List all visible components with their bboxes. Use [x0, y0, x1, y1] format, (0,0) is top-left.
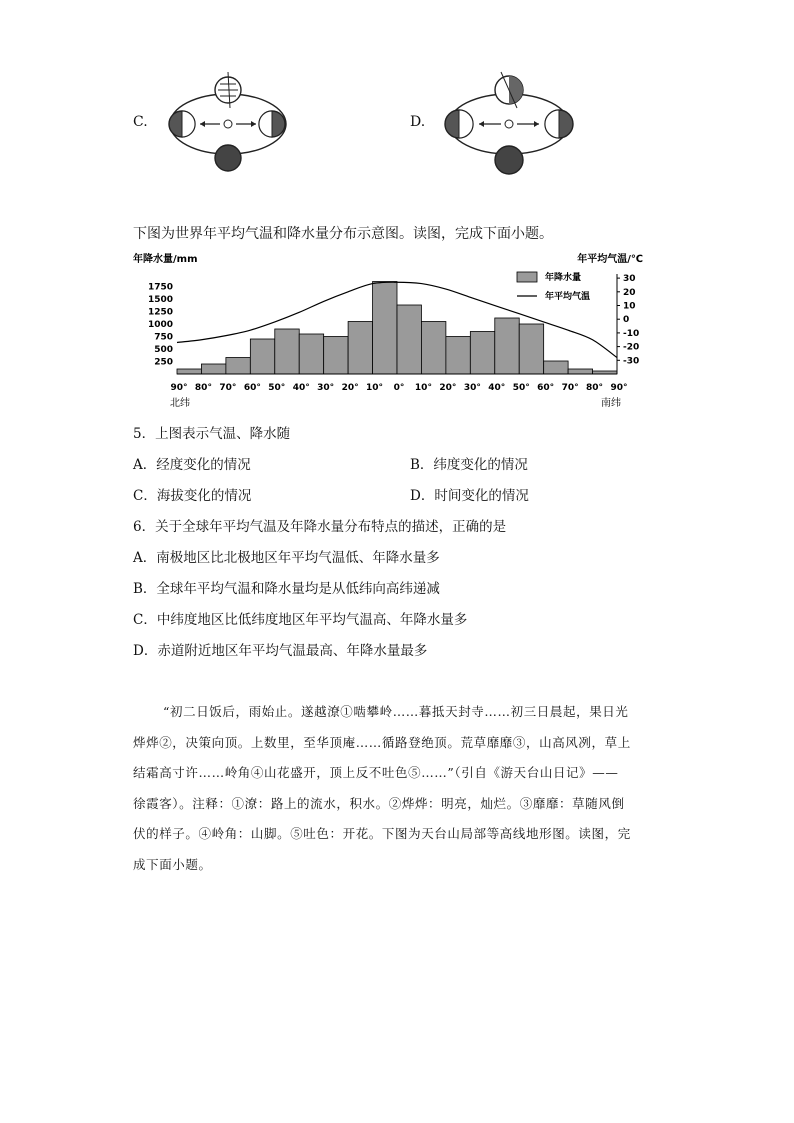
x-tick-label: 90° [610, 383, 628, 393]
precip-bar [421, 322, 445, 375]
q6-option-b[interactable]: B．全球年平均气温和降水量均是从低纬向高纬递减 [133, 581, 440, 597]
option-d-label: D. [410, 114, 426, 130]
precip-bar [201, 364, 225, 374]
left-tick-label: 1750 [147, 282, 173, 293]
right-axis-label: 年平均气温/℃ [577, 254, 643, 265]
x-tick-label: 70° [219, 383, 237, 393]
x-tick-label: 40° [292, 383, 310, 393]
passage-line: “初二日饭后，雨始止。遂越潦①啮攀岭……暮抵天封寺……初三日晨起，果日光 [163, 704, 629, 719]
x-tick-label: 10° [414, 383, 432, 393]
right-tick-label: 30 [623, 274, 636, 285]
x-tick-label: 80° [586, 383, 604, 393]
left-axis-label: 年降水量/mm [133, 254, 198, 265]
x-tick-label: 30° [463, 383, 481, 393]
precip-bar [177, 369, 201, 374]
left-tick-label: 250 [154, 357, 173, 368]
precip-bar [348, 322, 372, 375]
q5-option-d[interactable]: D．时间变化的情况 [410, 488, 529, 504]
q5-option-c[interactable]: C．海拔变化的情况 [133, 488, 252, 504]
x-left-label: 北纬 [170, 398, 190, 409]
x-right-label: 南纬 [601, 398, 621, 409]
x-tick-label: 30° [317, 383, 335, 393]
left-tick-label: 1250 [147, 307, 173, 318]
climate-chart [125, 248, 645, 413]
left-tick-label: 1000 [147, 320, 173, 330]
legend-bar-swatch [517, 272, 537, 282]
precip-bar [397, 305, 421, 374]
precip-bar [324, 337, 348, 375]
x-tick-label: 90° [170, 383, 188, 393]
precip-bar [226, 358, 250, 375]
right-tick-label: -30 [623, 356, 640, 367]
sun-icon [224, 120, 232, 128]
orbit-diagram-d [437, 68, 577, 178]
sun-icon [505, 120, 513, 128]
left-tick-label: 750 [154, 332, 173, 343]
left-tick-label: 500 [154, 345, 173, 355]
x-tick-label: 20° [439, 383, 457, 393]
q5-option-b[interactable]: B．纬度变化的情况 [410, 457, 528, 473]
earth-bottom-c [215, 145, 241, 171]
precip-bar [544, 361, 568, 374]
legend-line-label: 年平均气温 [545, 292, 591, 302]
q6-option-c[interactable]: C．中纬度地区比低纬度地区年平均气温高、年降水量多 [133, 612, 468, 628]
passage-line: 结霜高寸许……岭角④山花盛开，顶上反不吐色⑤……”（引自《游天台山日记》—— [133, 765, 619, 780]
x-tick-label: 0° [393, 383, 405, 393]
precip-bar [250, 339, 274, 374]
precip-bar [519, 324, 543, 374]
right-tick-label: 10 [623, 301, 636, 312]
q6-option-a[interactable]: A．南极地区比北极地区年平均气温低、年降水量多 [133, 550, 440, 566]
q6-option-d[interactable]: D．赤道附近地区年平均气温最高、年降水量最多 [133, 643, 428, 659]
q6-stem: 6．关于全球年平均气温及年降水量分布特点的描述，正确的是 [133, 519, 507, 535]
option-c-label: C. [133, 114, 148, 130]
right-tick-label: -20 [623, 342, 640, 353]
passage [133, 697, 663, 880]
x-tick-label: 10° [366, 383, 384, 393]
precip-bar [299, 334, 323, 374]
q5-option-a[interactable]: A．经度变化的情况 [133, 457, 251, 473]
passage-line: 烨烨②，决策向顶。上数里，至华顶庵……循路登绝顶。荒草靡靡③，山高风冽，草上 [133, 734, 631, 750]
earth-bottom-d [495, 146, 523, 174]
x-tick-label: 70° [561, 383, 579, 393]
right-tick-label: -10 [623, 328, 640, 339]
precip-bar [446, 337, 470, 375]
q5-stem: 5．上图表示气温、降水随 [133, 426, 291, 442]
passage-line: 伏的样子。④岭角：山脚。⑤吐色：开花。下图为天台山局部等高线地形图。读图，完 [133, 826, 631, 841]
x-tick-label: 50° [512, 383, 530, 393]
orbit-diagram-c [160, 68, 290, 178]
left-tick-label: 1500 [147, 295, 173, 305]
question-intro: 下图为世界年平均气温和降水量分布示意图。读图，完成下面小题。 [133, 226, 553, 242]
precip-bar [568, 369, 592, 374]
legend-bar-label: 年降水量 [545, 273, 582, 283]
x-tick-label: 60° [537, 383, 555, 393]
x-tick-label: 80° [194, 383, 212, 393]
precip-bar [495, 318, 519, 374]
precip-bar [373, 282, 397, 375]
x-tick-label: 40° [488, 383, 506, 393]
x-tick-label: 60° [243, 383, 261, 393]
precip-bar [470, 332, 494, 375]
precip-bar [275, 329, 299, 374]
passage-line: 成下面小题。 [133, 856, 212, 872]
x-tick-label: 20° [341, 383, 359, 393]
right-tick-label: 0 [623, 315, 630, 326]
right-tick-label: 20 [623, 287, 636, 298]
x-tick-label: 50° [268, 383, 286, 393]
passage-line: 徐霞客）。注释：①潦：路上的流水，积水。②烨烨：明亮，灿烂。③靡靡：草随风倒 [133, 795, 625, 811]
